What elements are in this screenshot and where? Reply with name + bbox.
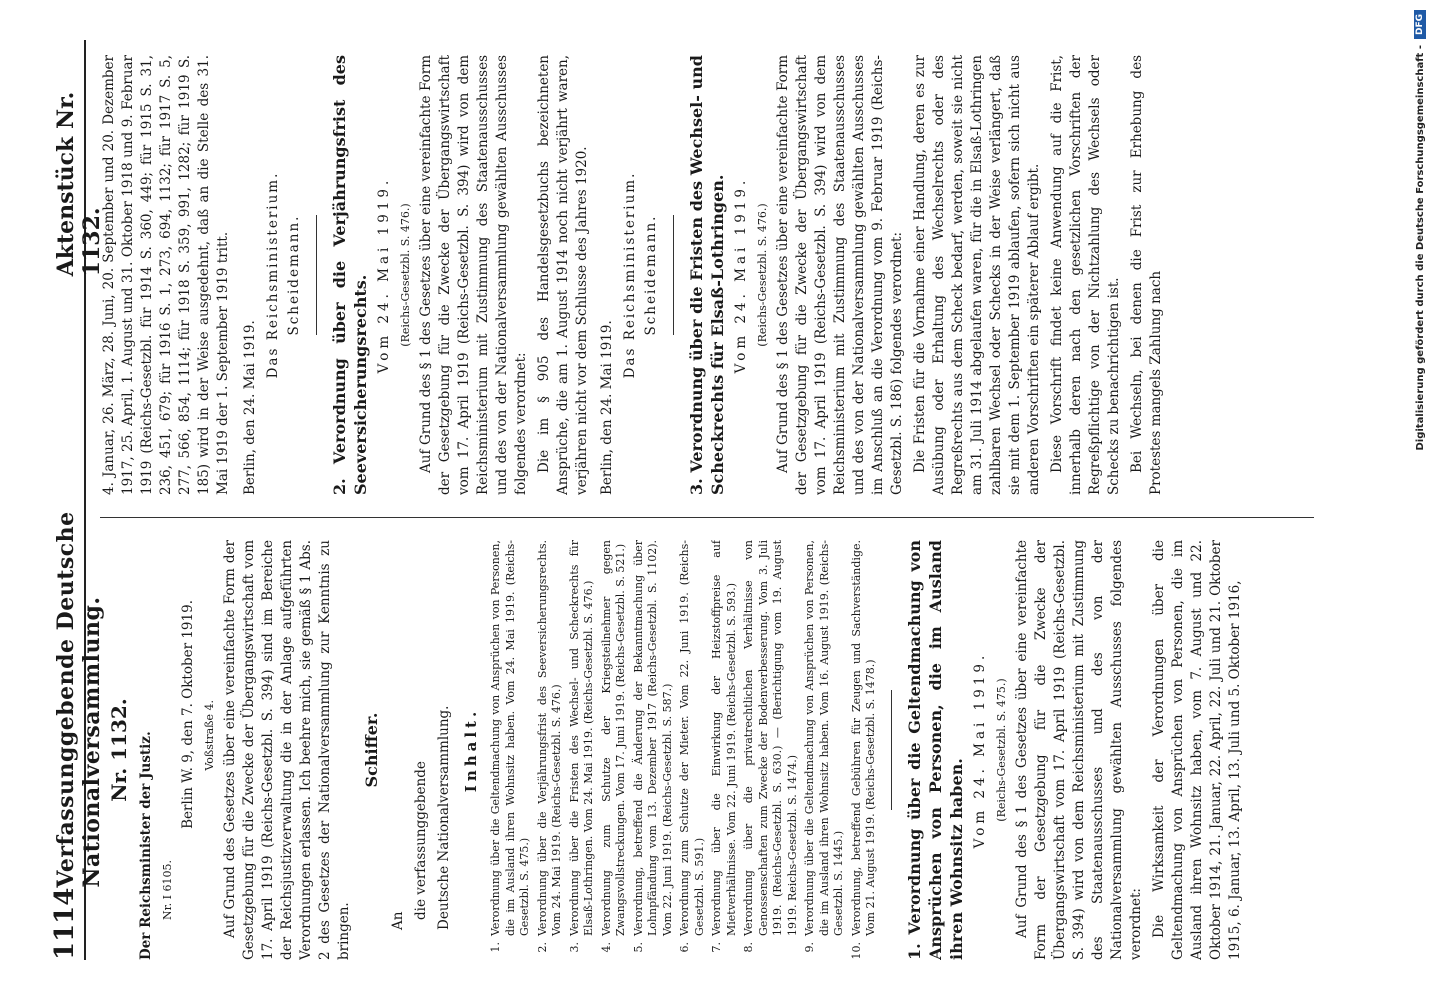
section-3-title: 3. Verordnung über die Fristen des Wechsel- und Scheckrechts für Elsaß-Lothringen.: [687, 55, 727, 495]
toc-item: [536, 540, 565, 960]
toc-item: [678, 540, 707, 960]
ministry-2: Das Reichsministerium.: [622, 171, 638, 379]
toc-item-number: 5.: [631, 942, 645, 953]
toc-item-number: 7.: [710, 942, 723, 953]
dfg-logo: DFG: [1414, 10, 1426, 39]
toc-item-text: Verordnung, betreffend Gebühren für Zeugen und Sachverständige. Vom 21. August 1919. (Reichs-Gesetzbl. S. 1478.): [849, 540, 877, 936]
toc-item-number: 10.: [849, 942, 863, 960]
signer-1: Scheidemann.: [286, 214, 302, 336]
toc-item: [710, 540, 739, 960]
section-2-paragraph-1: Auf Grund des § 1 des Gesetzes über eine vereinfachte Form der Gesetzgebung für die Zwecke der Übergangswirtschaft vom 17. April 1919 (Reichs-Gesetzbl. S. 394) wird von dem Reichsministerium mit Zustimmung des Staatenausschusses und des von der Nationalversammlung gewählten Ausschusses folgendes verordnet:: [418, 55, 529, 495]
place-date-2: Berlin, den 24. Mai 1919.: [599, 320, 615, 495]
toc-item-text: Verordnung über die privatrechtlichen Verhältnisse von Genossenschaften zum Zwecke der Bodenverbesserung. Vom 3. Juli 1919. (Reichs-Gesetzbl. S. 630.) — (Berichtigung vom 19. August 1919. Reichs-Gesetzbl. S. 1474.): [742, 540, 799, 936]
toc-item-text: Verordnung, betreffend die Änderung der Bekanntmachung über Lohnpfändung vom 13. Dezember 1917 (Reichs-Gesetzbl. S. 1102). Vom 22. Juni 1919. (Reichs-Gesetzbl. S. 587.): [631, 540, 674, 936]
section-1-date: Vom 24. Mai 1919.: [971, 651, 988, 849]
toc-item: [850, 540, 879, 960]
digitization-credit: [1410, 10, 1430, 990]
section-1-title: 1. Verordnung über die Geltendmachung von Ansprüchen von Personen, die im Ausland ihren Wohnsitz haben.: [904, 540, 966, 960]
toc-item: [632, 540, 676, 960]
place-date-1: Berlin, den 24. Mai 1919.: [242, 320, 258, 495]
toc-item-number: 6.: [678, 942, 691, 953]
section-3-date: Vom 24. Mai 1919.: [733, 176, 749, 374]
section-3-paragraph-4: Bei Wechseln, bei denen die Frist zur Erhebung des Protestes mangels Zahlung nach: [1129, 55, 1164, 495]
toc-item-number: 4.: [599, 942, 613, 953]
separator: [673, 215, 674, 335]
toc-item-text: Verordnung über die Geltendmachung von Ansprüchen von Personen, die im Ausland ihren Wohnsitz haben. Vom 16. August 1919. (Reichs-Gesetzbl. S. 1445.): [803, 540, 845, 936]
toc-item-text: Verordnung über die Fristen des Wechsel- und Scheckrechts für Elsaß-Lothringen. Vom 24. Mai 1919. (Reichs-Gesetzbl. S. 476.): [567, 540, 595, 936]
section-2-paragraph-2: Die im § 905 des Handelsgesetzbuchs bezeichneten Ansprüche, die am 1. August 1914 noch nicht verjährt waren, verjähren nicht vor dem Schlusse des Jahres 1920.: [536, 55, 590, 495]
toc-item: [803, 540, 847, 960]
left-column: [100, 540, 1394, 960]
section-2-title: 2. Verordnung über die Verjährungsfrist des Seeversicherungsrechts.: [330, 55, 370, 495]
cover-letter: Auf Grund des Gesetzes über eine vereinfachte Form der Gesetzgebung für die Zwecke der Übergangswirtschaft vom 17. April 1919 (Reichs-Gesetzbl. S. 394) sind im Bereiche der Reichsjustizverwaltung die in der Anlage aufgeführten Verordnungen erlassen. Ich beehre mich, sie gemäß § 1 Abs. 2 des Gesetzes der Nationalversammlung zur Kenntnis zu bringen.: [222, 540, 352, 960]
toc-item-text: Verordnung zum Schutze der Mieter. Vom 22. Juni 1919. (Reichs-Gesetzbl. S. 591.): [678, 540, 706, 936]
page-header: [50, 40, 105, 960]
toc-item-number: 8.: [742, 942, 755, 953]
section-1-paragraph-1: Auf Grund des § 1 des Gesetzes über eine vereinfachte Form der Gesetzgebung für die Zwecke der Übergangswirtschaft vom 17. April 1919 (Reichs-Gesetzbl. S. 394) wird von dem Reichsministerium mit Zustimmung des Staatenausschusses und des von der Nationalversammlung gewählten Ausschusses folgendes verordnet:: [1013, 540, 1144, 960]
separator: [891, 690, 892, 810]
toc-item: [568, 540, 597, 960]
credit-text: Digitalisierung gefördert durch die Deutsche Forschungsgemeinschaft -: [1414, 45, 1426, 451]
sender: Der Reichsminister der Justiz.: [138, 731, 154, 960]
document-heading: Nr. 1132.: [107, 698, 131, 802]
page-number: 1114: [50, 887, 80, 960]
right-column: [100, 55, 1394, 495]
addressee-line-2: die verfassunggebende: [413, 761, 429, 920]
reference-number: Nr. I 6105.: [161, 859, 174, 920]
section-3-ref: (Reichs-Gesetzbl. S. 476.): [756, 203, 769, 347]
header-title: Verfassunggebende Deutsche Nationalversammlung.: [53, 511, 105, 888]
toc-item-number: 9.: [803, 942, 816, 953]
section-1-ref: (Reichs-Gesetzbl. S. 475.): [994, 678, 1008, 822]
toc-title: Inhalt.: [462, 707, 480, 793]
toc-item-text: Verordnung zum Schutze der Kriegsteilnehmer gegen Zwangsvollstreckungen. Vom 17. Juni 1919. (Reichs-Gesetzbl. S. 521.): [599, 540, 627, 936]
toc-item-text: Verordnung über die Verjährungsfrist des Seeversicherungsrechts. Vom 24. Mai 1919. (Reichs-Gesetzbl. S. 476.): [535, 540, 563, 936]
toc-item-number: 3.: [567, 942, 581, 953]
section-3-paragraph-2: Die Fristen für die Vornahme einer Handlung, deren es zur Ausübung oder Erhaltung des Wechselrechts oder des Regreßrechts aus dem Scheck bedarf, werden, soweit sie nicht am 31. Juli 1914 abgelaufen waren, für die in Elsaß-Lothringen zahlbaren Wechsel oder Schecks in der Weise verlängert, daß sie mit dem 1. September 1919 ablaufen, sofern sich nicht aus anderen Vorschriften ein späterer Ablauf ergibt.: [912, 55, 1042, 495]
signature: Schiffer.: [362, 712, 381, 788]
addressee-line-1: An: [390, 911, 406, 930]
toc-item: [600, 540, 629, 960]
section-3-paragraph-3: Diese Vorschrift findet keine Anwendung auf die Frist, innerhalb deren nach den gesetzlichen Vorschriften der Regreßpflichtige von der Nichtzahlung des Wechsels oder Schecks zu benachrichtigen ist.: [1049, 55, 1122, 495]
toc-item-text: Verordnung über die Geltendmachung von Ansprüchen von Personen, die im Ausland ihren Wohnsitz haben. Vom 24. Mai 1919. (Reichs-Gesetzbl. S. 475.): [489, 540, 531, 936]
ministry-1: Das Reichsministerium.: [265, 171, 281, 379]
toc-item: [489, 540, 533, 960]
document-number: Aktenstück Nr. 1132.: [53, 91, 105, 277]
column-divider: [100, 517, 1314, 518]
section-2-ref: (Reichs-Gesetzbl. S. 476.): [399, 203, 412, 347]
section-2-date: Vom 24. Mai 1919.: [376, 176, 392, 374]
signer-2: Scheidemann.: [643, 214, 659, 336]
toc-item-text: Verordnung über die Einwirkung der Heizstoffpreise auf Mietverhältnisse. Vom 22. Juni 1919. (Reichs-Gesetzbl. S. 593.): [710, 540, 738, 936]
toc-item-number: 1.: [489, 942, 502, 953]
toc-item: [742, 540, 800, 960]
street: Voßstraße 4.: [203, 700, 216, 771]
table-of-contents: [489, 540, 879, 960]
separator: [316, 215, 317, 335]
section-1-paragraph-2: Die Wirksamkeit der Verordnungen über die Geltendmachung von Ansprüchen von Personen, die im Ausland ihren Wohnsitz haben, vom 7. August und 22. Oktober 1914, 21. Januar, 22. April, 22. Juli und 21. Oktober 1915, 6. Januar, 13. April, 13. Juli und 5. Oktober 1916,: [1150, 540, 1243, 960]
section-3-paragraph-1: Auf Grund des § 1 des Gesetzes über eine vereinfachte Form der Gesetzgebung für die Zwecke der Übergangswirtschaft vom 17. April 1919 (Reichs-Gesetzbl. S. 394) wird von dem Reichsministerium mit Zustimmung des Staatenausschusses und des von der Nationalversammlung gewählten Ausschusses im Anschluß an die Verordnung vom 9. Februar 1919 (Reichs-Gesetzbl. S. 186) folgendes verordnet:: [775, 55, 905, 495]
addressee-line-3: Deutsche Nationalversammlung.: [436, 705, 452, 930]
continued-paragraph: 4. Januar, 26. März, 28. Juni, 20. September und 20. Dezember 1917, 25. April, 1. August und 31. Oktober 1918 und 9. Februar 1919 (Reichs-Gesetzbl. für 1914 S. 360, 449; für 1915 S. 31, 236, 451, 679; für 1916 S. 1, 273, 694, 1132; für 1917 S. 5, 277, 566, 854, 1114; für 1918 S. 359, 991, 1282; für 1919 S. 185) wird in der Weise ausgedehnt, daß an die Stelle des 31. Mai 1919 der 1. September 1919 tritt.: [101, 55, 231, 495]
toc-item-number: 2.: [535, 942, 549, 953]
place-date: Berlin W. 9, den 7. Oktober 1919.: [180, 600, 196, 829]
